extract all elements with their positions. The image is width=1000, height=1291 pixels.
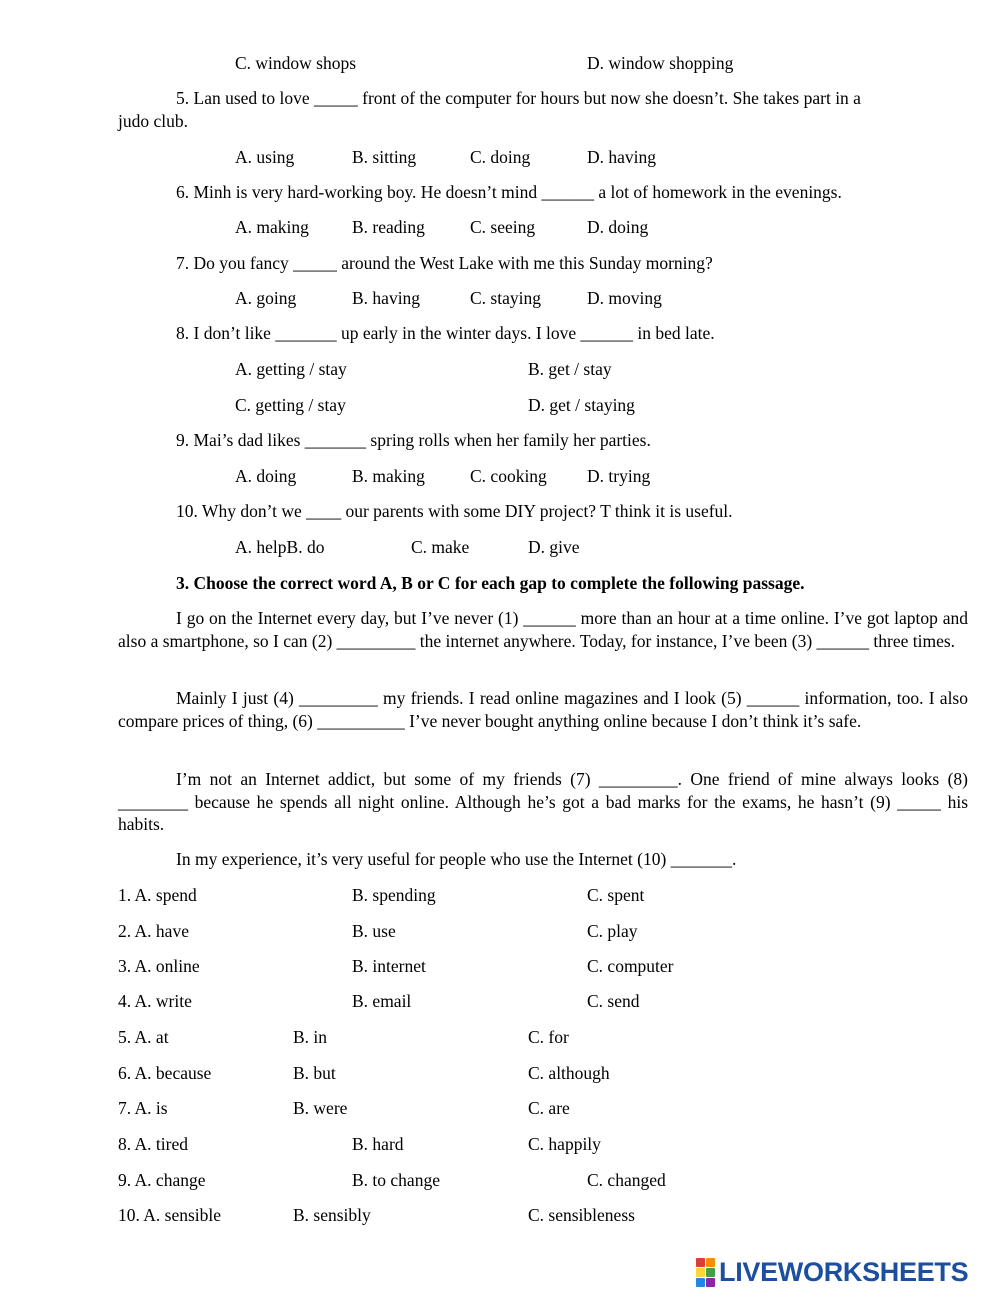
logo-cube: [706, 1268, 715, 1277]
logo-cubes-icon: [696, 1258, 715, 1287]
q5-option-b: B. sitting: [352, 147, 417, 167]
logo-cube: [696, 1268, 705, 1277]
logo-wordmark: LIVEWORKSHEETS: [719, 1256, 969, 1287]
answer-2-b: B. use: [352, 921, 396, 941]
answer-5-b: B. in: [293, 1027, 328, 1047]
q7-option-c: C. staying: [470, 288, 541, 308]
answer-5-a: 5. A. at: [118, 1027, 169, 1047]
q5-option-a: A. using: [235, 147, 295, 167]
q8-option-b: B. get / stay: [528, 359, 612, 379]
answer-9-a: 9. A. change: [118, 1170, 206, 1190]
q7-option-d: D. moving: [587, 288, 662, 308]
answer-8-c: C. happily: [528, 1134, 601, 1154]
q6-stem: 6. Minh is very hard-working boy. He doesn’t mind ______ a lot of homework in the evenings.: [176, 182, 842, 202]
answer-2-c: C. play: [587, 921, 638, 941]
answer-1-a: 1. A. spend: [118, 885, 197, 905]
answer-5-c: C. for: [528, 1027, 569, 1047]
q4-option-d: D. window shopping: [587, 53, 734, 73]
answer-8-b: B. hard: [352, 1134, 404, 1154]
q6-option-d: D. doing: [587, 217, 649, 237]
answer-6-c: C. although: [528, 1063, 610, 1083]
answer-7-a: 7. A. is: [118, 1098, 168, 1118]
logo-cube: [696, 1278, 705, 1287]
answer-3-a: 3. A. online: [118, 956, 200, 976]
q6-option-a: A. making: [235, 217, 309, 237]
passage-paragraph-3: I’m not an Internet addict, but some of my friends (7) _________. One friend of mine always looks (8) ________ because he spends all night online. Although he’s got a bad marks for the exams, he hasn’t (9) _____ his habits.: [118, 769, 968, 834]
passage-paragraph-1: I go on the Internet every day, but I’ve never (1) ______ more than an hour at a time online. I’ve got laptop and also a smartphone, so I can (2) _________ the internet anywhere. Today, for instance, I’ve been (3) ______ three times.: [118, 608, 968, 651]
passage-paragraph-2: Mainly I just (4) _________ my friends. I read online magazines and I look (5) ______ information, too. I also compare prices of thing, (6) __________ I’ve never bought anything online because I don’t think it’s safe.: [118, 688, 968, 731]
q10-option-c: C. make: [411, 537, 470, 557]
q9-option-c: C. cooking: [470, 466, 547, 486]
answer-1-c: C. spent: [587, 885, 645, 905]
q8-option-a: A. getting / stay: [235, 359, 347, 379]
answer-4-c: C. send: [587, 991, 640, 1011]
section3-heading: 3. Choose the correct word A, B or C for each gap to complete the following passage.: [176, 573, 805, 593]
answer-6-b: B. but: [293, 1063, 336, 1083]
liveworksheets-logo: [696, 1257, 968, 1287]
q9-option-d: D. trying: [587, 466, 651, 486]
logo-cube: [706, 1278, 715, 1287]
q9-option-a: A. doing: [235, 466, 297, 486]
q8-stem: 8. I don’t like _______ up early in the winter days. I love ______ in bed late.: [176, 323, 715, 343]
q9-option-b: B. making: [352, 466, 425, 486]
answer-3-b: B. internet: [352, 956, 426, 976]
answer-1-b: B. spending: [352, 885, 436, 905]
answer-10-b: B. sensibly: [293, 1205, 371, 1225]
q7-option-b: B. having: [352, 288, 421, 308]
answer-2-a: 2. A. have: [118, 921, 189, 941]
answer-7-c: C. are: [528, 1098, 570, 1118]
q6-option-c: C. seeing: [470, 217, 536, 237]
answer-9-b: B. to change: [352, 1170, 440, 1190]
q7-option-a: A. going: [235, 288, 297, 308]
answer-4-b: B. email: [352, 991, 412, 1011]
answer-6-a: 6. A. because: [118, 1063, 212, 1083]
logo-cube: [696, 1258, 705, 1267]
q5-option-c: C. doing: [470, 147, 531, 167]
answer-10-a: 10. A. sensible: [118, 1205, 222, 1225]
answer-8-a: 8. A. tired: [118, 1134, 188, 1154]
q8-option-c: C. getting / stay: [235, 395, 346, 415]
logo-cube: [706, 1258, 715, 1267]
q9-stem: 9. Mai’s dad likes _______ spring rolls when her family her parties.: [176, 430, 651, 450]
q5-option-d: D. having: [587, 147, 657, 167]
q5-stem-cont: judo club.: [118, 111, 188, 131]
answer-9-c: C. changed: [587, 1170, 666, 1190]
q5-stem: 5. Lan used to love _____ front of the computer for hours but now she doesn’t. She takes part in a: [176, 88, 861, 108]
q8-option-d: D. get / staying: [528, 395, 635, 415]
q4-option-c: C. window shops: [235, 53, 357, 73]
answer-7-b: B. were: [293, 1098, 348, 1118]
answer-10-c: C. sensibleness: [528, 1205, 635, 1225]
passage-paragraph-4: In my experience, it’s very useful for people who use the Internet (10) _______.: [176, 849, 737, 869]
q7-stem: 7. Do you fancy _____ around the West Lake with me this Sunday morning?: [176, 253, 713, 273]
q6-option-b: B. reading: [352, 217, 425, 237]
answer-4-a: 4. A. write: [118, 991, 192, 1011]
q10-option-d: D. give: [528, 537, 580, 557]
answer-3-c: C. computer: [587, 956, 674, 976]
q10-option-ab: A. helpB. do: [235, 537, 325, 557]
q10-stem: 10. Why don’t we ____ our parents with some DIY project? T think it is useful.: [176, 501, 733, 521]
